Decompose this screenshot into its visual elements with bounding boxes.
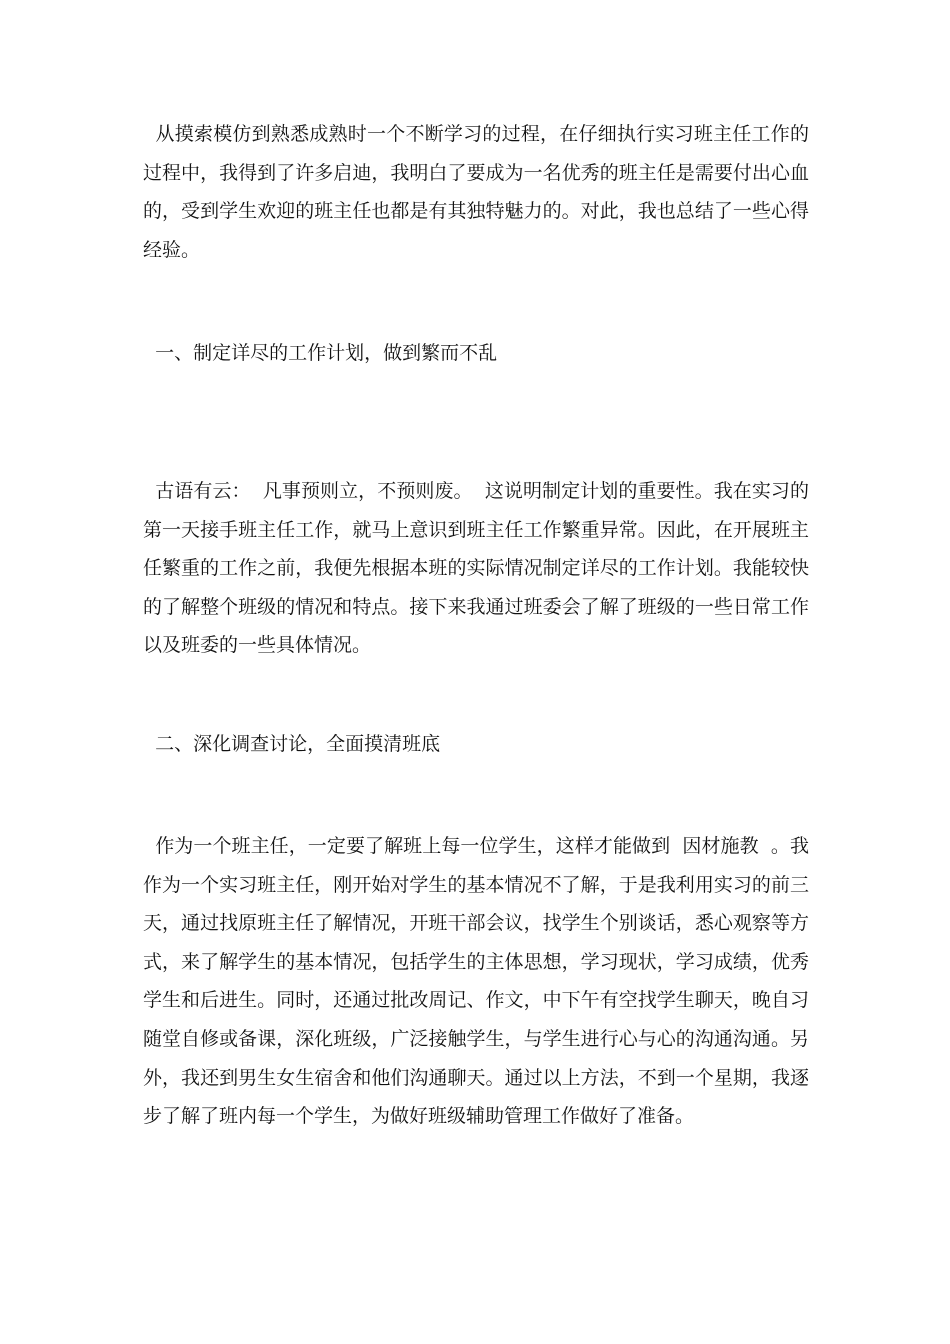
paragraph-section-1: 古语有云： 凡事预则立，不预则废。 这说明制定计划的重要性。我在实习的第一天接手班主任工作，就马上意识到班主任工作繁重异常。因此，在开展班主任繁重的工作之前，我便先根据本班的实际情况制定详尽的工作计划。我能较快的了解整个班级的情况和特点。接下来我通过班委会了解了班级的一些日常工作以及班委的一些具体情况。 — [143, 480, 809, 657]
section-heading-1: 一、制定详尽的工作计划，做到繁而不乱 — [143, 342, 498, 364]
section-heading-2: 二、深化调查讨论，全面摸清班底 — [143, 733, 441, 755]
paragraph-section-2: 作为一个班主任，一定要了解班上每一位学生，这样才能做到 因材施教 。我作为一个实习班主任，刚开始对学生的基本情况不了解，于是我利用实习的前三天，通过找原班主任了解情况，开班干部会议，找学生个别谈话，悉心观察等方式，来了解学生的基本情况，包括学生的主体思想，学习现状，学习成绩，优秀学生和后进生。同时，还通过批改周记、作文，中下午有空找学生聊天，晚自习随堂自修或备课，深化班级，广泛接触学生，与学生进行心与心的沟通沟通。另外，我还到男生女生宿舍和他们沟通聊天。通过以上方法，不到一个星期，我逐步了解了班内每一个学生，为做好班级辅助管理工作做好了准备。 — [143, 835, 809, 1128]
paragraph-intro: 从摸索模仿到熟悉成熟时一个不断学习的过程，在仔细执行实习班主任工作的过程中，我得到了许多启迪，我明白了要成为一名优秀的班主任是需要付出心血的，受到学生欢迎的班主任也都是有其独特魅力的。对此，我也总结了一些心得经验。 — [143, 123, 809, 261]
